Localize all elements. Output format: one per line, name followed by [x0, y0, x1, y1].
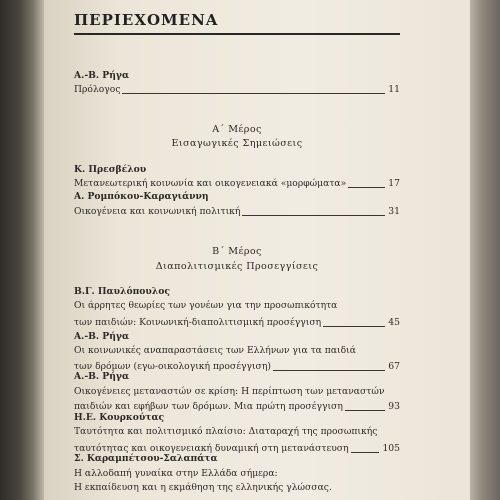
- entry-title-line: Οι κοινωνικές αναπαραστάσεις των Ελλήνων για τα παιδιά: [74, 345, 356, 356]
- author-riga-intro: Α.-Β. Ρήγα: [74, 70, 130, 81]
- entry-title: παιδιών και εφήβων των δρόμων. Μια πρώτη προσέγγιση: [74, 401, 343, 412]
- entry-page: 45: [388, 317, 400, 328]
- entry-title-line: Οι άρρητες θεωρίες των γονέων για την προσωπικότητα: [74, 300, 338, 311]
- dot-leader: [323, 317, 385, 327]
- entry-page: 105: [382, 443, 400, 454]
- author-riga-migrant-families: Α.-Β. Ρήγα: [74, 371, 130, 382]
- dot-leader: [345, 401, 385, 411]
- entry-title: ταυτότητας και οικογενειακή δυναμική στη μετανάστευση: [74, 443, 349, 454]
- author-presvelou: Κ. Πρεσβέλου: [74, 164, 147, 175]
- entry-page: 93: [388, 401, 400, 412]
- title-rule: [74, 33, 400, 35]
- dot-leader: [351, 443, 380, 453]
- part-b-subheading: Διαπολιτισμικές Προσεγγίσεις: [155, 261, 319, 272]
- toc-entry-family-policy[interactable]: [74, 206, 400, 219]
- author-kourkoutas: Η.Ε. Κουρκούτας: [74, 412, 165, 423]
- entry-page: 67: [388, 361, 400, 372]
- part-a-subheading: Εισαγωγικές Σημειώσεις: [171, 138, 303, 149]
- toc-entry-implicit-theories[interactable]: [74, 317, 400, 330]
- entry-title-line: Η αλλοδαπή γυναίκα στην Ελλάδα σήμερα:: [74, 468, 278, 479]
- dot-leader: [122, 84, 385, 94]
- part-b-heading: Β΄ Μέρος: [212, 246, 262, 257]
- entry-title-line: Οικογένειες μεταναστών σε κρίση: Η περίπτωση των μεταναστών: [74, 386, 385, 397]
- author-riga-street-children: Α.-Β. Ρήγα: [74, 331, 130, 342]
- part-a-heading: Α΄ Μέρος: [212, 124, 262, 135]
- book-spine-shadow: [0, 0, 44, 500]
- entry-page: 11: [388, 84, 400, 95]
- author-karampetsou: Σ. Καραμπέτσου-Σαλαπάτα: [74, 453, 218, 464]
- entry-title: Οικογένεια και κοινωνική πολιτική: [74, 206, 241, 217]
- entry-title-line: Ταυτότητα και πολιτισμικό πλαίσιο: Διαταραχή της προσωπικής: [74, 426, 378, 437]
- book-page: [44, 0, 470, 500]
- page-edge: [470, 0, 500, 500]
- entry-page: 17: [388, 178, 400, 189]
- entry-title: των δρόμων (εγω-οικολογική προσέγγιση): [74, 361, 271, 372]
- page-title: ΠΕΡΙΕΧΟΜΕΝΑ: [74, 11, 219, 29]
- entry-title: των παιδιών: Κοινωνική-διαπολιτισμική προσέγγιση: [74, 317, 322, 328]
- author-rompokou: Α. Ρομπόκου-Καραγιάννη: [74, 191, 209, 202]
- entry-title-line: Η εκπαίδευση και η εκμάθηση της ελληνικής γλώσσας.: [74, 482, 332, 493]
- entry-title: Μετανεωτερική κοινωνία και οικογενειακά «μορφώματα»: [74, 178, 347, 189]
- toc-entry-prologue[interactable]: [74, 84, 400, 97]
- author-pavlopoulos: Β.Γ. Παυλόπουλος: [74, 286, 170, 297]
- dot-leader: [348, 178, 385, 188]
- entry-page: 31: [388, 206, 400, 217]
- dot-leader: [273, 361, 385, 371]
- entry-title: Πρόλογος: [74, 84, 121, 95]
- toc-entry-postmodern-society[interactable]: [74, 178, 400, 191]
- dot-leader: [242, 206, 385, 216]
